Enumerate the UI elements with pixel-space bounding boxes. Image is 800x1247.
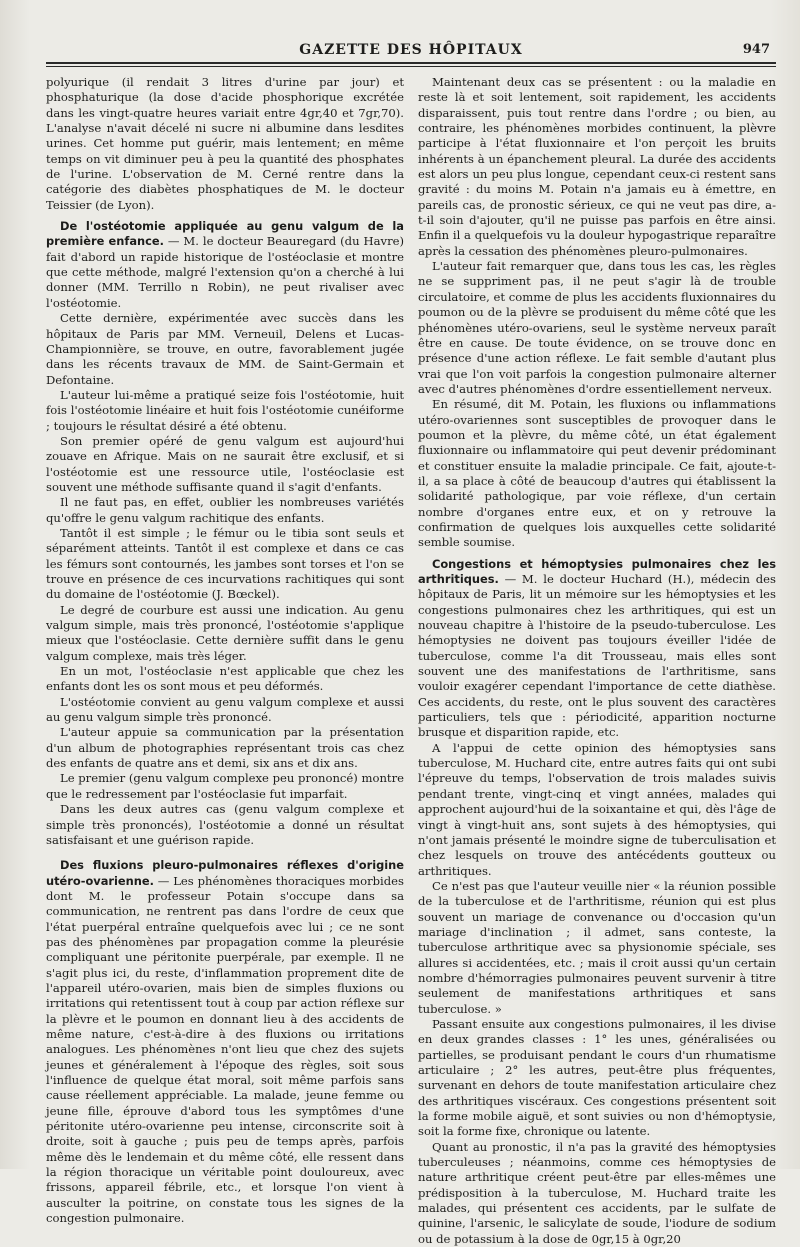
paragraph-text: — M. le docteur Beauregard (du Havre) fait d'abord un rapide historique de l'ostéoclasie et montre que cette méthode, malgré l'extension qu'on a cherché à lui donner (MM. Terrillo n Robin), ne peut rivaliser avec l'ostéotomie. (46, 234, 405, 310)
paragraph-text: Ce n'est pas que l'auteur veuille nier « la réunion possible de la tuberculose et de l'arthritisme, réunion qui est plus souvent un mariage de convenance ou d'occasion qu'un mariage d'inclination ; il admet, sans conteste, la tuberculose arthritique avec sa physionomie spéciale, ses allures si accidentées, etc. ; mais il croit aussi qu'un certain nombre d'hémorragies pulmonaires peuvent survenir à titre seulement de manifestations arthritiques et sans tuberculose. » (418, 878, 776, 1016)
paragraph (46, 388, 404, 434)
text-columns (46, 75, 776, 1247)
paragraph (46, 495, 404, 526)
paragraph (46, 695, 404, 726)
article-paragraph (46, 858, 404, 1226)
paragraph-continued (46, 75, 404, 213)
paragraph-text: — M. le docteur Huchard (H.), médecin des hôpitaux de Paris, lit un mémoire sur les hémoptysies et les congestions pulmonaires chez les arthritiques, qui est un nouveau chapitre à l'histoire de la pseudo-tuberculose. Les hémoptysies ne doivent pas toujours éveiller l'idée de tuberculose, comme l'a dit Trousseau, mais elles sont souvent une des manifestations de l'arthritisme, sans vouloir exagérer cependant l'importance de cette diathèse. Ces accidents, du reste, ont le plus souvent des caractères particuliers, tels que : périodicité, apparition nocturne brusque et disparition rapide, etc. (418, 572, 776, 740)
paragraph (418, 259, 776, 397)
paragraph-text: Le degré de courbure est aussi une indication. Au genu valgum simple, mais très prononcé, l'ostéotomie s'applique mieux que l'ostéoclasie. Cette dernière suffit dans le genu valgum complexe, mais très léger. (46, 602, 404, 663)
article-heading: Des fluxions pleuro-pulmonaires réflexes d'origine utéro-ovarienne. (46, 858, 404, 888)
paragraph-text: En résumé, dit M. Potain, les fluxions ou inflammations utéro-ovariennes sont susceptibles de provoquer dans le poumon et la plèvre, du même côté, un état également fluxionnaire ou inflammatoire qui peut devenir prédominant et constituer ensuite la maladie principale. Ce fait, ajoute-t-il, a sa place à côté de beaucoup d'autres qui établissent la solidarité pathologique, par voie réflexe, d'un certain nombre d'organes entre eux, et on y retrouve la confirmation de quelques lois auxquelles cette solidarité semble soumise. (418, 397, 776, 550)
paragraph-text: polyurique (il rendait 3 litres d'urine par jour) et phosphaturique (la dose d'acide phosphorique excrétée dans les vingt-quatre heures variait entre 4gr,40 et 7gr,70). L'analyse n'avait décelé ni sucre ni albumine dans lesdites urines. Cet homme put guérir, mais lentement; en même temps on vit diminuer peu à peu la quantité des phosphates de l'urine. L'observation de M. Cerné rentre dans la catégorie des diabètes phosphatiques de M. le docteur Teissier (de Lyon). (46, 75, 404, 212)
paragraph-text: Le premier (genu valgum complexe peu prononcé) montre que le redressement par l'ostéoclasie fut imparfait. (46, 771, 404, 801)
paragraph-text: — Les phénomènes thoraciques morbides dont M. le professeur Potain s'occupe dans sa communication, ne rentrent pas dans l'ordre de ceux que l'état puerpéral entraîne quelquefois avec lui ; ce ne sont pas des phénomènes par propagation comme la pleurésie compliquant une péritonite puerpérale, par exemple. Il ne s'agit plus ici, du reste, d'inflammation proprement dite de l'appareil utéro-ovarien, mais bien de simples fluxions ou irritations qui retentissent tout à coup par action réflexe sur la plèvre et le poumon en donnant lieu à des accidents de même nature, c'est-à-dire à des fluxions ou irritations analogues. Les phénomènes n'ont lieu que chez des sujets jeunes et généralement à l'époque des règles, soit sous l'influence de quelque état moral, soit même parfois sans cause réellement appréciable. La malade, jeune femme ou jeune fille, éprouve d'abord tous les symptômes d'une péritonite utéro-ovarienne peu intense, circonscrite soit à droite, soit à gauche ; puis peu de temps après, parfois même dès le lendemain et du même côté, elle ressent dans la région thoracique un véritable point douloureux, avec frissons, appareil fébrile, etc., et lorsque l'on vient à ausculter la poitrine, on constate tous les signes de la congestion pulmonaire. (46, 873, 404, 1226)
paragraph (46, 664, 404, 695)
left-column (46, 75, 404, 1247)
header-rule-thick (46, 62, 776, 64)
article-paragraph (46, 219, 404, 311)
paragraph (46, 725, 404, 771)
paragraph-text: L'ostéotomie convient au genu valgum complexe et aussi au genu valgum simple très prononcé. (46, 694, 404, 725)
paragraph (46, 802, 404, 848)
paragraph-text: Cette dernière, expérimentée avec succès dans les hôpitaux de Paris par MM. Verneuil, Delens et Lucas-Championnière, se trouve, en outre, favorablement jugée dans les récents travaux de MM. de Saint-Germain et Defontaine. (46, 311, 404, 387)
paragraph (46, 526, 404, 603)
right-column (418, 75, 776, 1247)
paragraph (418, 741, 776, 879)
paragraph-text: L'auteur appuie sa communication par la présentation d'un album de photographies représentant trois cas chez des enfants de quatre ans et demi, six ans et dix ans. (46, 725, 404, 771)
article-heading: Congestions et hémoptysies pulmonaires chez les arthritiques. (418, 556, 776, 586)
paragraph-text: Passant ensuite aux congestions pulmonaires, il les divise en deux grandes classes : 1° les unes, généralisées ou partielles, se produisant pendant le cours d'un rhumatisme articulaire ; 2° les autres, peut-être plus fréquentes, survenant en dehors de toute manifestation articulaire chez des arthritiques viscéraux. Ces congestions présentent soit la forme mobile aiguë, et sont suivies ou non d'hémoptysie, soit la forme fixe, chronique ou latente. (418, 1016, 776, 1139)
paragraph (418, 879, 776, 1017)
paragraph-text: Quant au pronostic, il n'a pas la gravité des hémoptysies tuberculeuses ; néanmoins, comme ces hémoptysies de nature arthritique créent peut-être par elles-mêmes une prédisposition à la tuberculose, M. Huchard traite les malades, qui présentent ces accidents, par le sulfate de quinine, l'arsenic, le salicylate de soude, l'iodure de sodium ou de potassium à la dose de 0gr,15 à 0gr,20 (418, 1139, 776, 1246)
paragraph (418, 1017, 776, 1140)
paragraph-text: Tantôt il est simple ; le fémur ou le tibia sont seuls et séparément atteints. Tantôt il est complexe et dans ce cas les fémurs sont contournés, les jambes sont torses et l'on se trouve en présence de ces incurvations rachitiques qui sont du domaine de l'ostéotomie (J. Bœckel). (46, 525, 404, 602)
paragraph (46, 311, 404, 388)
journal-title: GAZETTE DES HÔPITAUX (299, 42, 523, 58)
paragraph (418, 397, 776, 550)
paragraph-text: A l'appui de cette opinion des hémoptysies sans tuberculose, M. Huchard cite, entre autres faits qui ont subi l'épreuve du temps, l'observation de trois malades suivis pendant trente, vingt-cinq et vingt années, malades qui approchent aujourd'hui de la soixantaine et qui, dès l'âge de vingt à vingt-huit ans, sont sujets à des hémoptysies, qui n'ont jamais présenté le moindre signe de tuberculisation et chez lesquels on trouve des antécédents goutteux ou arthritiques. (418, 740, 776, 878)
article-paragraph (418, 557, 776, 741)
paragraph-text: Il ne faut pas, en effet, oublier les nombreuses variétés qu'offre le genu valgum rachitique des enfants. (46, 495, 404, 525)
page-number: 947 (742, 42, 770, 57)
paragraph (46, 771, 404, 802)
paragraph-text: Son premier opéré de genu valgum est aujourd'hui zouave en Afrique. Mais on ne saurait être exclusif, et si l'ostéotomie est une ressource utile, l'ostéoclasie est souvent une méthode suffisante quand il s'agit d'enfants. (46, 433, 404, 494)
paragraph-text: Maintenant deux cas se présentent : ou la maladie en reste là et soit lentement, soit rapidement, les accidents disparaissent, puis tout rentre dans l'ordre ; ou bien, au contraire, les phénomènes morbides continuent, la plèvre participe à l'état fluxionnaire et l'on perçoit les bruits inhérents à un épanchement pleural. La durée des accidents est alors un peu plus longue, cependant ceux-ci restent sans gravité : du moins M. Potain n'a jamais eu à émettre, en pareils cas, de pronostic sérieux, ce qui ne veut pas dire, a-t-il soin d'ajouter, qu'il ne puisse pas parfois en être ainsi. Enfin il a quelquefois vu la douleur hypogastrique reparaître après la cessation des phénomènes pleuro-pulmonaires. (418, 75, 776, 258)
paragraph-text: Dans les deux autres cas (genu valgum complexe et simple très prononcés), l'ostéotomie a donné un résultat satisfaisant et une guérison rapide. (46, 802, 404, 847)
paragraph (46, 434, 404, 495)
header-rule-thin (46, 66, 776, 67)
paragraph (418, 75, 776, 259)
paragraph (418, 1140, 776, 1247)
paragraph (46, 603, 404, 664)
paragraph-text: En un mot, l'ostéoclasie n'est applicable que chez les enfants dont les os sont mous et peu déformés. (46, 664, 404, 694)
paragraph-text: L'auteur fait remarquer que, dans tous les cas, les règles ne se suppriment pas, il ne peut s'agir là de trouble circulatoire, et comme de plus les accidents fluxionnaires du poumon ou de la plèvre se produisent du même côté que les phénomènes utéro-ovariens, seul le système nerveux paraît être en cause. De toute évidence, on se trouve donc en présence d'une action réflexe. Le fait semble d'autant plus vrai que l'on voit parfois la congestion pulmonaire alterner avec d'autres phénomènes d'ordre essentiellement nerveux. (418, 259, 776, 396)
paragraph-text: L'auteur lui-même a pratiqué seize fois l'ostéotomie, huit fois l'ostéotomie linéaire et huit fois l'ostéotomie cunéiforme ; toujours le résultat désiré a été obtenu. (46, 387, 404, 433)
page-header (46, 0, 776, 62)
article-heading: De l'ostéotomie appliquée au genu valgum de la première enfance. (46, 219, 404, 249)
